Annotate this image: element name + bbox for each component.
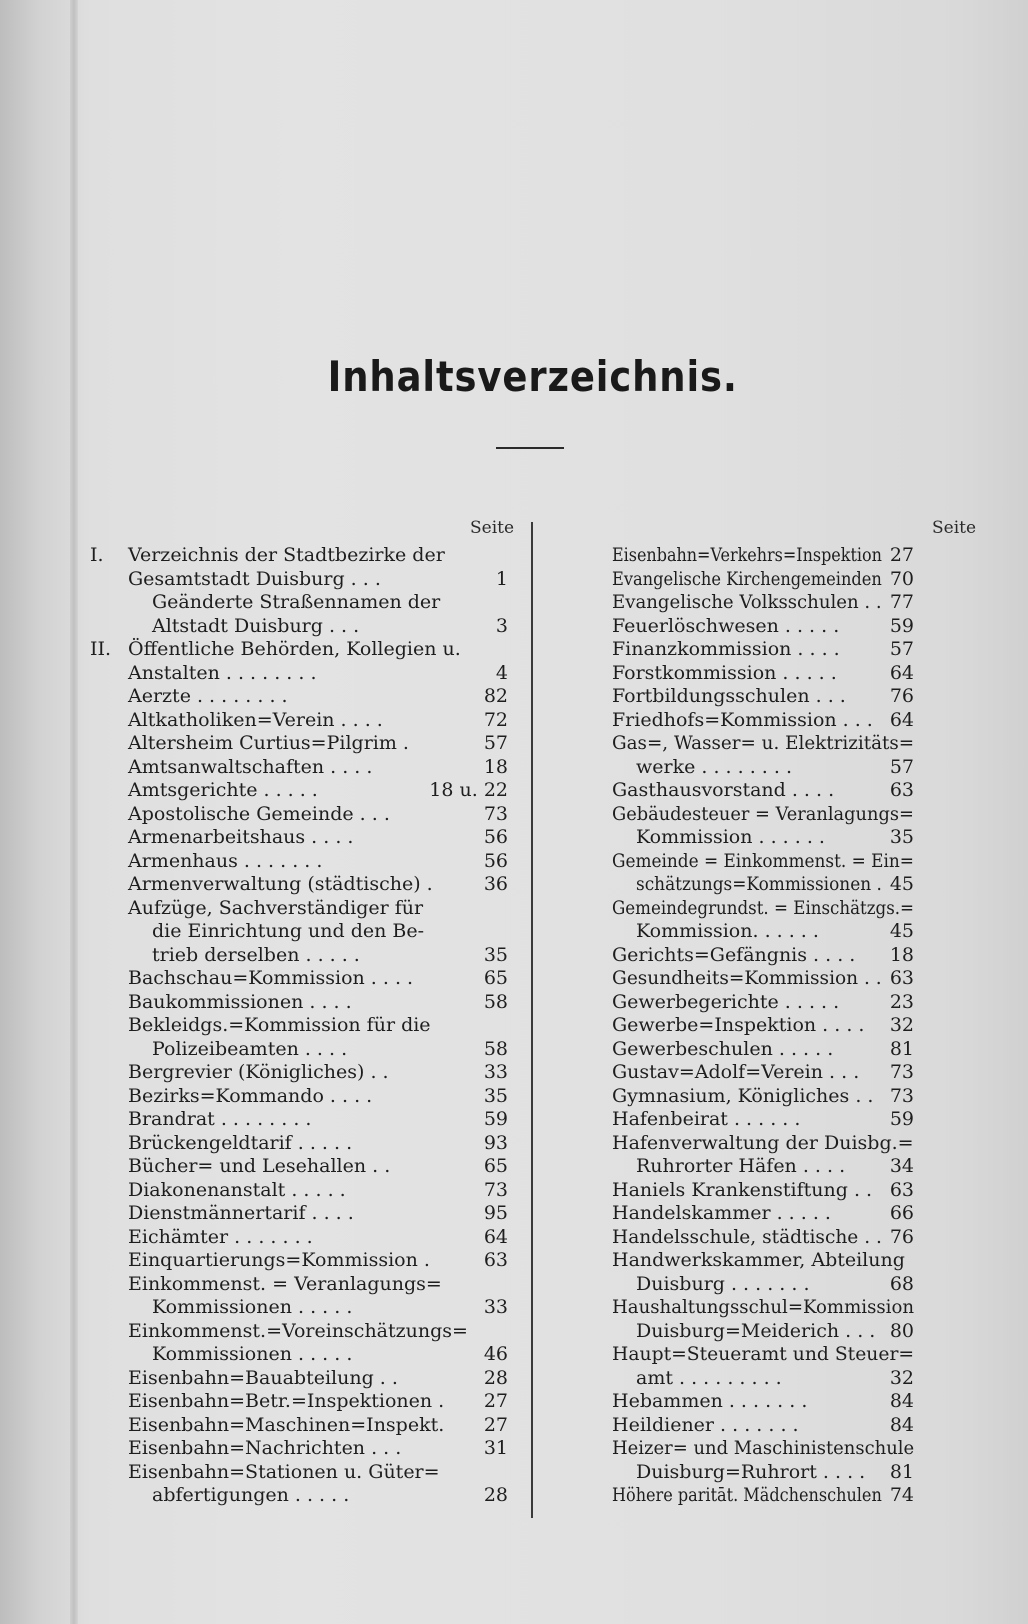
entry-title: Kommissionen . . . . .	[152, 1296, 353, 1318]
entry-title: Polizeibeamten . . . .	[152, 1037, 348, 1060]
index-entry	[612, 779, 914, 803]
page-gutter-shadow	[70, 0, 78, 1624]
entry-title: Gemeindegrundst. = Einschätzgs.=	[612, 896, 915, 919]
index-entry	[612, 685, 914, 709]
entry-page-number: 81	[889, 1460, 914, 1483]
entry-page-number: 73	[889, 1084, 914, 1107]
index-entry	[90, 1132, 508, 1156]
entry-page-number: 31	[483, 1437, 508, 1459]
entry-title: Handwerkskammer, Abteilung	[612, 1249, 905, 1271]
entry-page-number: 33	[483, 1296, 508, 1318]
index-entry	[612, 1014, 914, 1038]
entry-page-number: 27	[483, 1390, 508, 1412]
entry-title: Gewerbegerichte . . . . .	[612, 990, 840, 1013]
entry-page-number: 77	[889, 591, 914, 613]
entry-title: Eisenbahn=Verkehrs=Inspektion	[612, 544, 882, 566]
entry-title: Handelskammer . . . . .	[612, 1202, 831, 1224]
index-entry	[612, 732, 914, 756]
index-entry	[612, 920, 914, 944]
entry-title: Handelsschule, städtische . .	[612, 1225, 882, 1248]
index-entry	[90, 944, 508, 968]
index-entry	[90, 826, 508, 850]
index-entry	[612, 1414, 914, 1438]
entry-title: Einkommenst. = Veranlagungs=	[128, 1272, 442, 1295]
index-entry	[612, 1155, 914, 1179]
index-entry	[90, 920, 508, 944]
index-entry	[90, 897, 508, 921]
entry-page-number: 63	[889, 1178, 914, 1201]
entry-title: Altkatholiken=Verein . . . .	[128, 708, 383, 731]
entry-page-number: 81	[889, 1037, 914, 1060]
entry-title: Gasthausvorstand . . . .	[612, 779, 835, 801]
index-entry	[90, 1014, 508, 1038]
index-entry	[612, 1367, 914, 1391]
index-entry	[90, 1461, 508, 1485]
entry-title: Kommission . . . . . .	[636, 826, 825, 848]
index-entry	[612, 1320, 914, 1344]
index-entry	[90, 615, 508, 639]
entry-title: Anstalten . . . . . . . .	[128, 661, 317, 684]
entry-page-number: 93	[483, 1131, 508, 1154]
index-entry	[90, 967, 508, 991]
index-entry	[90, 1085, 508, 1109]
entry-page-number: 32	[889, 1366, 914, 1389]
entry-page-number: 57	[483, 732, 508, 754]
entry-page-number: 73	[483, 802, 508, 825]
index-entry	[90, 1226, 508, 1250]
entry-title: Gebäudesteuer = Veranlagungs=	[612, 802, 914, 825]
entry-page-number: 68	[889, 1272, 914, 1295]
entry-title: Gymnasium, Königliches . .	[612, 1084, 874, 1107]
entry-title: Ruhrorter Häfen . . . .	[636, 1155, 846, 1177]
entry-title: Altersheim Curtius=Pilgrim .	[128, 732, 409, 754]
entry-page-number: 70	[889, 567, 914, 590]
entry-title: Amtsgerichte . . . . .	[128, 779, 318, 801]
entry-title: Bücher= und Lesehallen . .	[128, 1155, 391, 1177]
entry-title: Haupt=Steueramt und Steuer=	[612, 1343, 915, 1365]
entry-page-number: 59	[889, 614, 914, 637]
entry-page-number: 63	[889, 967, 914, 989]
index-entry	[612, 568, 914, 592]
entry-title: Armenhaus . . . . . . .	[128, 849, 323, 872]
entry-page-number: 4	[495, 661, 508, 684]
entry-title: Duisburg . . . . . . .	[636, 1272, 810, 1295]
entry-title: Eisenbahn=Maschinen=Inspekt.	[128, 1413, 445, 1436]
entry-page-number: 65	[483, 1155, 508, 1177]
index-entry	[612, 826, 914, 850]
entry-title: Gustav=Adolf=Verein . . .	[612, 1061, 860, 1083]
entry-title: Höhere paritāt. Mädchenschulen	[612, 1484, 882, 1506]
entry-page-number: 72	[483, 708, 508, 731]
entry-title: Aerzte . . . . . . . .	[128, 685, 288, 707]
entry-title: Hebammen . . . . . . .	[612, 1390, 808, 1412]
entry-title: Friedhofs=Kommission . . .	[612, 708, 873, 731]
entry-page-number: 45	[889, 920, 914, 942]
entry-title: Baukommissionen . . . .	[128, 990, 352, 1013]
index-entry	[90, 685, 508, 709]
entry-page-number: 27	[483, 1413, 508, 1436]
index-entry	[612, 1202, 914, 1226]
index-entry	[612, 1108, 914, 1132]
index-entry	[612, 803, 914, 827]
index-entry	[90, 1414, 508, 1438]
entry-title: amt . . . . . . . . .	[636, 1366, 782, 1389]
entry-title: Verzeichnis der Stadtbezirke der	[128, 544, 445, 566]
index-entry	[612, 756, 914, 780]
entry-page-number: 59	[889, 1108, 914, 1130]
entry-page-number: 84	[889, 1390, 914, 1412]
index-entry	[90, 991, 508, 1015]
entry-page-number: 57	[889, 638, 914, 660]
entry-page-number: 57	[889, 755, 914, 778]
entry-title: Bergrevier (Königliches) . .	[128, 1061, 389, 1083]
index-entry	[90, 1343, 508, 1367]
index-entry	[90, 850, 508, 874]
entry-title: Bachschau=Kommission . . . .	[128, 967, 414, 989]
entry-title: Duisburg=Meiderich . . .	[636, 1319, 876, 1342]
section-number: I.	[90, 544, 104, 566]
index-entry	[612, 850, 914, 874]
entry-title: Forstkommission . . . . .	[612, 661, 837, 684]
entry-page-number: 18 u. 22	[429, 779, 508, 801]
index-entry	[612, 1296, 914, 1320]
entry-title: abfertigungen . . . . .	[152, 1484, 350, 1506]
index-entry	[90, 1296, 508, 1320]
index-entry	[612, 709, 914, 733]
entry-title: Einquartierungs=Kommission .	[128, 1249, 430, 1271]
index-entry	[90, 544, 508, 568]
entry-page-number: 33	[483, 1061, 508, 1083]
entry-page-number: 95	[483, 1202, 508, 1224]
entry-title: Eisenbahn=Nachrichten . . .	[128, 1437, 402, 1459]
page-title: Inhaltsverzeichnis.	[327, 352, 738, 401]
entry-title: Feuerlöschwesen . . . . .	[612, 614, 840, 637]
index-entry	[612, 662, 914, 686]
entry-title: Heildiener . . . . . . .	[612, 1413, 799, 1436]
entry-title: Kommissionen . . . . .	[152, 1343, 353, 1365]
entry-page-number: 45	[889, 873, 914, 895]
entry-page-number: 28	[483, 1366, 508, 1389]
index-entry	[90, 1273, 508, 1297]
entry-page-number: 65	[483, 967, 508, 989]
index-entry	[612, 1249, 914, 1273]
entry-page-number: 64	[889, 708, 914, 731]
entry-title: Haushaltungsschul=Kommission	[612, 1296, 915, 1318]
entry-title: die Einrichtung und den Be-	[152, 920, 425, 942]
index-entry	[612, 591, 914, 615]
right-column-page-header: Seite	[932, 518, 977, 538]
index-entry	[90, 662, 508, 686]
index-entry	[612, 1132, 914, 1156]
entry-title: Gesamtstadt Duisburg . . .	[128, 567, 381, 590]
index-entry	[90, 1320, 508, 1344]
entry-title: Gas=, Wasser= u. Elektrizitäts=	[612, 732, 915, 754]
entry-page-number: 73	[889, 1061, 914, 1083]
entry-page-number: 58	[483, 990, 508, 1013]
entry-title: Eisenbahn=Betr.=Inspektionen .	[128, 1390, 445, 1412]
index-entry	[612, 1461, 914, 1485]
index-entry	[612, 897, 914, 921]
index-entry	[90, 1038, 508, 1062]
entry-page-number: 59	[483, 1108, 508, 1130]
entry-title: Altstadt Duisburg . . .	[152, 614, 360, 637]
index-entry	[90, 1155, 508, 1179]
index-entry	[612, 873, 914, 897]
column-divider	[531, 522, 533, 1518]
entry-title: Öffentliche Behörden, Kollegien u.	[128, 638, 461, 660]
entry-page-number: 35	[889, 826, 914, 848]
entry-title: Fortbildungsschulen . . .	[612, 685, 846, 707]
index-entry	[612, 1437, 914, 1461]
index-entry	[612, 944, 914, 968]
entry-title: Duisburg=Ruhrort . . . .	[636, 1460, 866, 1483]
entry-title: Evangelische Volksschulen . .	[612, 591, 882, 613]
entry-title: Apostolische Gemeinde . . .	[128, 802, 390, 825]
index-entry	[90, 1179, 508, 1203]
entry-title: Eisenbahn=Stationen u. Güter=	[128, 1460, 440, 1483]
entry-title: Armenarbeitshaus . . . .	[128, 826, 354, 848]
entry-page-number: 64	[483, 1225, 508, 1248]
entry-page-number: 84	[889, 1413, 914, 1436]
index-entry	[90, 638, 508, 662]
index-entry	[612, 1343, 914, 1367]
entry-title: Kommission. . . . . .	[636, 920, 819, 942]
entry-page-number: 18	[483, 755, 508, 778]
right-index-column	[612, 544, 914, 1508]
entry-title: Gerichts=Gefängnis . . . .	[612, 943, 856, 966]
index-entry	[90, 709, 508, 733]
index-entry	[612, 638, 914, 662]
index-entry	[612, 991, 914, 1015]
index-entry	[90, 803, 508, 827]
index-entry	[612, 1273, 914, 1297]
entry-title: Amtsanwaltschaften . . . .	[128, 755, 373, 778]
index-entry	[90, 1249, 508, 1273]
index-entry	[90, 779, 508, 803]
entry-title: Armenverwaltung (städtische) .	[128, 873, 433, 895]
entry-page-number: 35	[483, 943, 508, 966]
index-entry	[90, 732, 508, 756]
entry-title: Haniels Krankenstiftung . .	[612, 1178, 873, 1201]
entry-title: Geänderte Straßennamen der	[152, 591, 441, 613]
left-index-column	[90, 544, 508, 1508]
entry-page-number: 63	[483, 1249, 508, 1271]
entry-page-number: 27	[889, 544, 914, 566]
entry-title: Heizer= und Maschinistenschule	[612, 1437, 915, 1459]
entry-page-number: 23	[889, 990, 914, 1013]
entry-page-number: 58	[483, 1037, 508, 1060]
index-entry	[90, 1202, 508, 1226]
entry-page-number: 80	[889, 1319, 914, 1342]
entry-page-number: 46	[483, 1343, 508, 1365]
entry-page-number: 35	[483, 1084, 508, 1107]
title-rule	[496, 447, 564, 449]
index-entry	[90, 1367, 508, 1391]
entry-title: Aufzüge, Sachverständiger für	[128, 896, 424, 919]
left-column-page-header: Seite	[470, 518, 515, 538]
entry-title: Gewerbeschulen . . . . .	[612, 1037, 834, 1060]
entry-title: Hafenverwaltung der Duisbg.=	[612, 1131, 914, 1154]
entry-title: Eichämter . . . . . . .	[128, 1225, 313, 1248]
entry-title: Gewerbe=Inspektion . . . .	[612, 1014, 865, 1036]
entry-page-number: 76	[889, 685, 914, 707]
index-entry	[90, 756, 508, 780]
entry-page-number: 66	[889, 1202, 914, 1224]
entry-title: Hafenbeirat . . . . . .	[612, 1108, 801, 1130]
index-entry	[90, 1437, 508, 1461]
entry-title: Gesundheits=Kommission . .	[612, 967, 882, 989]
entry-page-number: 18	[889, 943, 914, 966]
entry-title: Brandrat . . . . . . . .	[128, 1108, 312, 1130]
entry-title: Finanzkommission . . . .	[612, 638, 840, 660]
index-entry	[90, 1108, 508, 1132]
index-entry	[612, 967, 914, 991]
section-number: II.	[90, 638, 112, 660]
entry-page-number: 74	[889, 1484, 914, 1506]
entry-page-number: 82	[483, 685, 508, 707]
index-entry	[90, 1484, 508, 1508]
entry-page-number: 32	[889, 1014, 914, 1036]
entry-title: Bekleidgs.=Kommission für die	[128, 1014, 431, 1036]
entry-page-number: 36	[483, 873, 508, 895]
entry-page-number: 76	[889, 1225, 914, 1248]
entry-title: Eisenbahn=Bauabteilung . .	[128, 1366, 398, 1389]
index-entry	[612, 615, 914, 639]
index-entry	[612, 544, 914, 568]
index-entry	[612, 1226, 914, 1250]
entry-title: Diakonenanstalt . . . . .	[128, 1178, 346, 1201]
index-entry	[612, 1038, 914, 1062]
entry-page-number: 28	[483, 1484, 508, 1506]
index-entry	[612, 1484, 914, 1508]
index-entry	[90, 1390, 508, 1414]
entry-title: Bezirks=Kommando . . . .	[128, 1084, 373, 1107]
entry-page-number: 3	[495, 614, 508, 637]
entry-page-number: 63	[889, 779, 914, 801]
index-entry	[90, 568, 508, 592]
index-entry	[612, 1085, 914, 1109]
entry-page-number: 56	[483, 826, 508, 848]
entry-page-number: 64	[889, 661, 914, 684]
entry-title: schätzungs=Kommissionen .	[636, 873, 882, 895]
entry-title: Gemeinde = Einkommenst. = Ein=	[612, 849, 914, 872]
index-entry	[612, 1390, 914, 1414]
index-entry	[612, 1179, 914, 1203]
index-entry	[90, 1061, 508, 1085]
entry-title: trieb derselben . . . . .	[152, 943, 360, 966]
entry-page-number: 1	[495, 567, 508, 590]
entry-title: Brückengeldtarif . . . . .	[128, 1131, 353, 1154]
index-entry	[90, 873, 508, 897]
index-entry	[612, 1061, 914, 1085]
entry-page-number: 56	[483, 849, 508, 872]
entry-page-number: 73	[483, 1178, 508, 1201]
entry-page-number: 34	[889, 1155, 914, 1177]
entry-title: Einkommenst.=Voreinschätzungs=	[128, 1319, 468, 1342]
entry-title: Dienstmännertarif . . . .	[128, 1202, 354, 1224]
index-entry	[90, 591, 508, 615]
entry-title: werke . . . . . . . .	[636, 755, 792, 778]
entry-title: Evangelische Kirchengemeinden	[612, 567, 882, 590]
